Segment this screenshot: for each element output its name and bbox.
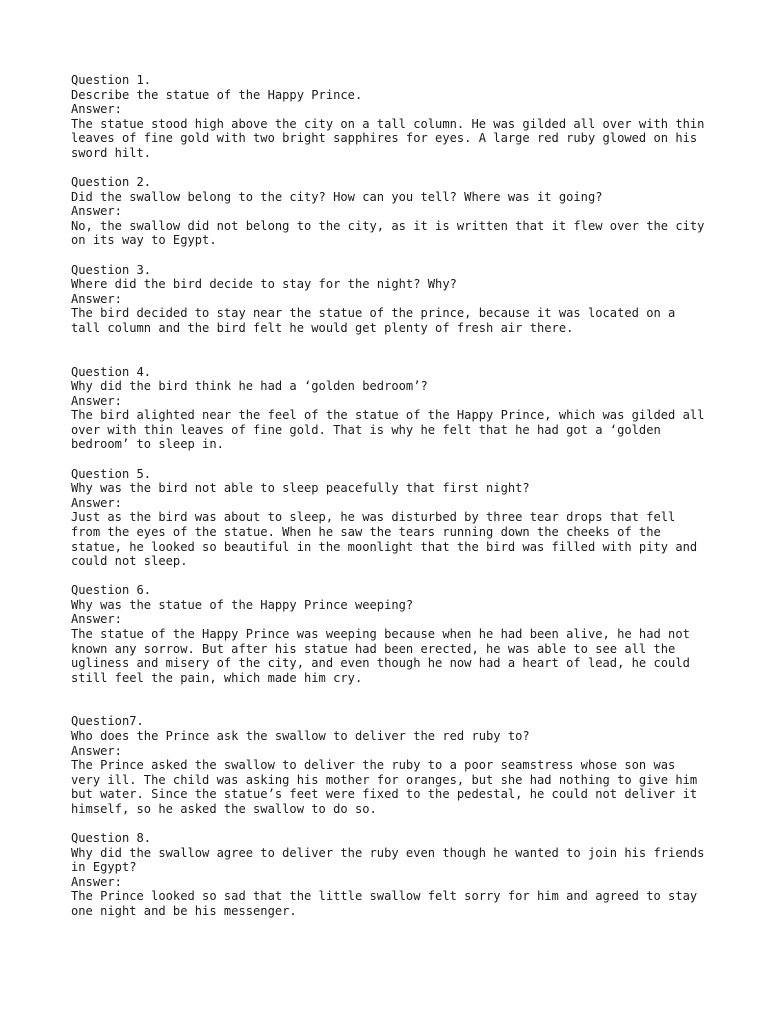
answer-text: The bird decided to stay near the statue of the prince, because it was located on a tall column and the bird felt he would get plenty of fresh air there. — [71, 306, 683, 335]
question-text: Why was the statue of the Happy Prince weeping? — [71, 597, 414, 612]
question-text: Describe the statue of the Happy Prince. — [71, 87, 363, 102]
question-text: Why did the bird think he had a ‘golden bedroom’? — [71, 379, 428, 394]
qa-block — [71, 583, 711, 685]
question-label: Question7. — [71, 714, 144, 729]
question-label: Question 3. — [71, 262, 152, 277]
question-label: Question 8. — [71, 831, 152, 846]
question-label: Question 1. — [71, 73, 152, 87]
qa-block — [71, 831, 711, 919]
answer-text: The statue stood high above the city on a tall column. He was gilded all over with thin leaves of fine gold with two bright sapphires for eyes. A large red ruby glowed on his sword hilt. — [71, 116, 712, 160]
answer-label: Answer: — [71, 291, 122, 306]
answer-text: The bird alighted near the feel of the statue of the Happy Prince, which was gilded all over with thin leaves of fine gold. That is why he felt that he had got a ‘golden bedroom’ to sleep in. — [71, 408, 712, 452]
answer-text: The Prince asked the swallow to deliver the ruby to a poor seamstress whose son was very ill. The child was asking his mother for oranges, but she had nothing to give him but water. Since the statue’s feet were fixed to the pedestal, he could not deliver it himself, so he asked the swallow to do so. — [71, 758, 705, 816]
answer-text: Just as the bird was about to sleep, he was disturbed by three tear drops that fell from the eyes of the statue. When he saw the tears running down the cheeks of the statue, he looked so beautiful in the moonlight that the bird was filled with pity and could not sleep. — [71, 510, 705, 569]
question-text: Why did the swallow agree to deliver the ruby even though he wanted to join his friends in Egypt? — [71, 845, 712, 875]
answer-label: Answer: — [71, 102, 122, 117]
question-label: Question 5. — [71, 466, 152, 481]
question-label: Question 6. — [71, 583, 152, 598]
question-text: Where did the bird decide to stay for the night? Why? — [71, 277, 457, 292]
qa-block — [71, 365, 711, 453]
question-text: Did the swallow belong to the city? How can you tell? Where was it going? — [71, 189, 603, 204]
answer-label: Answer: — [71, 393, 122, 408]
question-text: Why was the bird not able to sleep peacefully that first night? — [71, 481, 530, 496]
answer-label: Answer: — [71, 204, 122, 219]
answer-text: No, the swallow did not belong to the city, as it is written that it flew over the city on its way to Egypt. — [71, 218, 712, 248]
qa-block — [71, 467, 711, 569]
qa-block — [71, 73, 711, 161]
document-page — [71, 73, 711, 933]
question-label: Question 4. — [71, 364, 152, 379]
answer-label: Answer: — [71, 612, 122, 627]
answer-label: Answer: — [71, 495, 122, 510]
qa-block — [71, 175, 711, 248]
answer-text: The Prince looked so sad that the little swallow felt sorry for him and agreed to stay one night and be his messenger. — [71, 889, 705, 918]
qa-block — [71, 714, 711, 816]
answer-text: The statue of the Happy Prince was weeping because when he had been alive, he had not known any sorrow. But after his statue had been erected, he was able to see all the ugliness and misery of the city, and even though he now had a heart of lead, he could still feel the pain, which made him cry. — [71, 627, 698, 685]
answer-label: Answer: — [71, 874, 122, 889]
qa-block — [71, 263, 711, 336]
question-text: Who does the Prince ask the swallow to deliver the red ruby to? — [71, 728, 530, 743]
question-label: Question 2. — [71, 175, 152, 190]
answer-label: Answer: — [71, 743, 122, 758]
